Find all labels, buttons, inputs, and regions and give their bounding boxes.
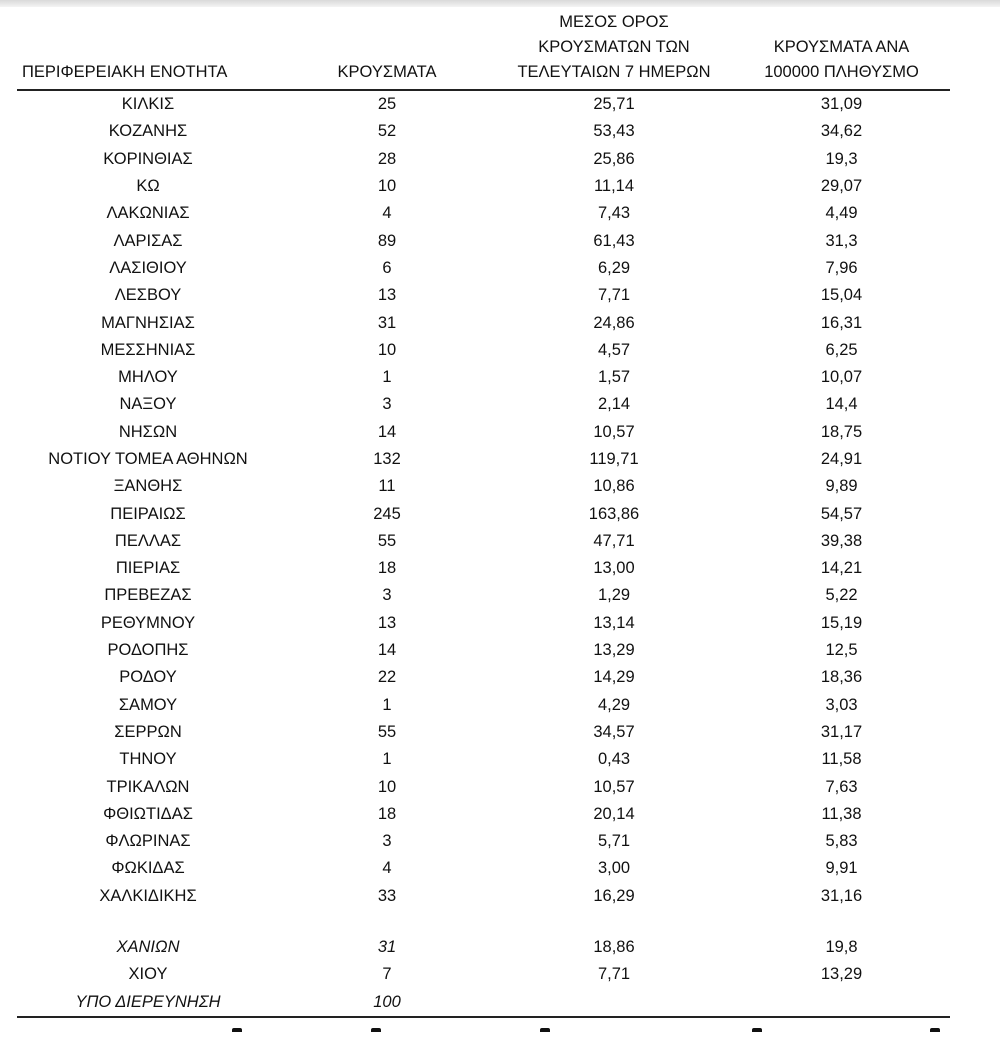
- cell-per100k: 39,38: [820, 531, 863, 550]
- table-row: [17, 828, 950, 855]
- cell-per100k: 54,57: [820, 504, 863, 523]
- table-header-row: [17, 10, 950, 90]
- header-per100k-line-1: ΚΡΟΥΣΜΑΤΑ ΑΝΑ: [773, 38, 910, 56]
- cell-avg7: 4,57: [597, 340, 631, 359]
- regional-cases-table: [17, 10, 950, 1018]
- cell-cases: 3: [382, 395, 392, 414]
- cell-avg7: 24,86: [593, 313, 635, 332]
- table-row: [17, 337, 950, 364]
- cell-cases: 55: [377, 722, 397, 741]
- cell-cases: 31: [377, 938, 397, 957]
- cell-region: ΧΑΛΚΙΔΙΚΗΣ: [99, 886, 197, 905]
- cell-per100k: 31,09: [820, 95, 863, 114]
- cell-region: ΛΑΣΙΘΙΟΥ: [109, 258, 187, 277]
- cell-cases: 10: [377, 777, 397, 796]
- cell-avg7: 47,71: [593, 531, 635, 550]
- cell-region: ΛΑΚΩΝΙΑΣ: [106, 204, 190, 223]
- cell-cases: 3: [382, 832, 392, 851]
- cell-cases: 25: [377, 95, 397, 114]
- cell-cases: 10: [377, 177, 397, 196]
- cell-per100k: 4,49: [825, 204, 858, 223]
- cell-region: ΚΟΖΑΝΗΣ: [108, 122, 188, 141]
- table-row: [17, 255, 950, 282]
- table-row: [17, 309, 950, 336]
- cell-cases: 1: [382, 750, 392, 769]
- cell-region: ΡΟΔΟΥ: [119, 668, 177, 687]
- cell-cases: 100: [279, 989, 495, 1017]
- cell-per100k: 6,25: [825, 340, 858, 359]
- cell-region: ΝΑΞΟΥ: [119, 395, 177, 414]
- cell-avg7: 53,43: [593, 122, 635, 141]
- table-row: [17, 637, 950, 664]
- cell-cases: 33: [377, 886, 397, 905]
- table-row: [17, 173, 950, 200]
- cell-avg7: 7,43: [597, 204, 631, 223]
- header-avg-line-2: ΚΡΟΥΣΜΑΤΩΝ ΤΩΝ: [538, 38, 690, 56]
- cell-cases: 7: [382, 965, 392, 984]
- cell-region: ΦΘΙΩΤΙΔΑΣ: [103, 804, 193, 823]
- cell-avg7: 13,00: [593, 559, 635, 578]
- cell-avg7: 13,14: [593, 613, 635, 632]
- cell-per100k: 13,29: [820, 965, 863, 984]
- cell-per100k: 34,62: [820, 122, 863, 141]
- cell-per100k: 12,5: [825, 641, 858, 660]
- table-row: [17, 500, 950, 527]
- cell-avg7: 0,43: [597, 750, 631, 769]
- cell-cases: 14: [377, 422, 397, 441]
- table-row: [17, 610, 950, 637]
- cell-cases: 52: [377, 122, 397, 141]
- cell-avg7: 18,86: [593, 938, 635, 957]
- header-cases-per-100k: [733, 10, 950, 90]
- cell-region: ΦΛΩΡΙΝΑΣ: [105, 832, 191, 851]
- table-row: [17, 934, 950, 961]
- cell-region: ΞΑΝΘΗΣ: [113, 477, 183, 496]
- cell-region: ΝΗΣΩΝ: [118, 422, 178, 441]
- cell-region: ΠΡΕΒΕΖΑΣ: [104, 586, 192, 605]
- cell-avg7: 16,29: [593, 886, 635, 905]
- table-row: [17, 446, 950, 473]
- cell-per100k: 11,58: [821, 750, 862, 769]
- spacer-row: [17, 910, 950, 934]
- table-row: [17, 227, 950, 254]
- cell-avg7: 6,29: [597, 258, 631, 277]
- cell-region: ΜΕΣΣΗΝΙΑΣ: [100, 340, 196, 359]
- table-row: [17, 883, 950, 910]
- table-row: [17, 773, 950, 800]
- cell-avg7: 1,57: [597, 368, 631, 387]
- table-row: [17, 473, 950, 500]
- cell-region: ΡΟΔΟΠΗΣ: [107, 641, 189, 660]
- cell-per100k: 9,91: [825, 859, 858, 878]
- table-row: [17, 282, 950, 309]
- cell-avg7: 34,57: [593, 722, 635, 741]
- cell-per100k: 16,31: [820, 313, 863, 332]
- cell-region: ΠΙΕΡΙΑΣ: [115, 559, 181, 578]
- cell-avg7: 10,57: [593, 777, 635, 796]
- cell-region: ΧΙΟΥ: [128, 965, 168, 984]
- cell-region: ΚΩ: [136, 177, 160, 196]
- table-row: [17, 692, 950, 719]
- table-row: [17, 419, 950, 446]
- cell-avg7: 13,29: [593, 641, 635, 660]
- cell-region: ΥΠΟ ΔΙΕΡΕΥΝΗΣΗ: [17, 989, 279, 1017]
- cell-avg7: 5,71: [597, 832, 631, 851]
- cell-per100k: 9,89: [825, 477, 858, 496]
- cell-per100k: 11,38: [821, 804, 862, 823]
- cell-cases: 6: [382, 258, 392, 277]
- cell-region: ΡΕΘΥΜΝΟΥ: [100, 613, 196, 632]
- cell-region: ΝΟΤΙΟΥ ΤΟΜΕΑ ΑΘΗΝΩΝ: [48, 450, 248, 468]
- cell-avg7: 20,14: [593, 804, 635, 823]
- cell-per100k: 24,91: [820, 450, 863, 468]
- cell-per100k: 31,3: [825, 231, 858, 250]
- cell-per100k: 19,8: [825, 938, 858, 957]
- cell-per100k: 3,03: [825, 695, 858, 714]
- table-row: [17, 855, 950, 882]
- cell-avg7: 2,14: [597, 395, 631, 414]
- cell-region: ΛΑΡΙΣΑΣ: [113, 231, 183, 250]
- cell-cases: 13: [377, 286, 397, 305]
- cell-cases: 3: [382, 586, 392, 605]
- cell-region: ΣΑΜΟΥ: [118, 695, 178, 714]
- cell-avg7: 25,86: [593, 149, 635, 168]
- cell-avg7: 11,14: [593, 177, 635, 196]
- table-row: [17, 555, 950, 582]
- cell-avg7: 3,00: [597, 859, 631, 878]
- cell-avg7: 7,71: [597, 965, 631, 984]
- cell-cases: 31: [377, 313, 397, 332]
- header-avg-line-1: ΜΕΣΟΣ ΟΡΟΣ: [559, 13, 669, 31]
- cell-region: ΜΑΓΝΗΣΙΑΣ: [101, 313, 195, 332]
- cell-cases: 1: [382, 368, 392, 387]
- cell-per100k: 18,36: [820, 668, 863, 687]
- cell-per100k: 18,75: [820, 422, 863, 441]
- cell-cases: 28: [377, 149, 397, 168]
- table-row: [17, 90, 950, 118]
- cell-avg7: 14,29: [593, 668, 635, 687]
- header-average-7-days: [495, 10, 733, 90]
- table-row: [17, 582, 950, 609]
- header-per100k-line-2: 100000 ΠΛΗΘΥΣΜΟ: [764, 63, 919, 81]
- cell-per100k: 15,19: [820, 613, 863, 632]
- cell-per100k: 31,16: [820, 886, 863, 905]
- cell-per100k: 19,3: [825, 149, 858, 168]
- cell-cases: 18: [377, 804, 397, 823]
- cell-region: ΣΕΡΡΩΝ: [114, 722, 182, 741]
- cell-region: ΚΟΡΙΝΘΙΑΣ: [103, 149, 193, 168]
- table-row: [17, 664, 950, 691]
- cell-avg7: 4,29: [597, 695, 631, 714]
- cell-region: ΤΡΙΚΑΛΩΝ: [106, 777, 190, 796]
- cell-per100k: 7,96: [825, 258, 858, 277]
- cell-avg7: 61,43: [593, 231, 635, 250]
- cell-cases: 132: [373, 450, 401, 468]
- cell-per100k: 15,04: [820, 286, 863, 305]
- cell-avg7: 163,86: [588, 504, 640, 523]
- cell-avg7: 10,57: [593, 422, 635, 441]
- cell-cases: 55: [377, 531, 397, 550]
- table-row: [17, 118, 950, 145]
- header-region: ΠΕΡΙΦΕΡΕΙΑΚΗ ΕΝΟΤΗΤΑ: [17, 10, 279, 90]
- cell-per100k: 14,4: [825, 395, 858, 414]
- cell-cases: 10: [377, 340, 397, 359]
- cell-region: ΠΕΛΛΑΣ: [114, 531, 182, 550]
- under-investigation-row: [17, 989, 950, 1017]
- cell-avg7: 1,29: [597, 586, 631, 605]
- cell-region: ΜΗΛΟΥ: [118, 368, 178, 387]
- cell-region: ΠΕΙΡΑΙΩΣ: [110, 504, 186, 523]
- cell-per100k: 10,07: [820, 368, 863, 387]
- cell-cases: 89: [377, 231, 397, 250]
- cell-region: ΚΙΛΚΙΣ: [121, 95, 175, 114]
- table-row: [17, 801, 950, 828]
- cell-cases: 13: [377, 613, 397, 632]
- cell-per100k: 29,07: [820, 177, 863, 196]
- cell-avg7: 25,71: [593, 95, 635, 114]
- cell-avg7: 119,71: [589, 450, 639, 468]
- table-row: [17, 746, 950, 773]
- header-avg-line-3: ΤΕΛΕΥΤΑΙΩΝ 7 ΗΜΕΡΩΝ: [517, 63, 711, 81]
- table-row: [17, 719, 950, 746]
- cell-per100k: 14,21: [820, 559, 863, 578]
- table-row: [17, 528, 950, 555]
- cell-region: ΧΑΝΙΩΝ: [116, 938, 180, 957]
- cell-per100k: 31,17: [820, 722, 863, 741]
- cell-cases: 22: [377, 668, 397, 687]
- cell-cases: 18: [377, 559, 397, 578]
- cell-cases: 4: [382, 204, 392, 223]
- next-line-cutoff: [0, 1028, 1000, 1038]
- cell-cases: 1: [382, 695, 392, 714]
- cell-region: ΛΕΣΒΟΥ: [114, 286, 182, 305]
- cell-cases: 245: [373, 504, 401, 523]
- cell-region: ΤΗΝΟΥ: [119, 750, 177, 769]
- header-cases: ΚΡΟΥΣΜΑΤΑ: [279, 10, 495, 90]
- table-body: [17, 90, 950, 1017]
- cell-cases: 4: [382, 859, 392, 878]
- cell-avg7: 10,86: [593, 477, 635, 496]
- cell-cases: 11: [378, 477, 396, 496]
- table-row: [17, 961, 950, 988]
- cell-per100k: 7,63: [825, 777, 858, 796]
- cell-per100k: 5,22: [825, 586, 858, 605]
- cell-avg7: 7,71: [597, 286, 631, 305]
- cell-region: ΦΩΚΙΔΑΣ: [111, 859, 185, 878]
- cell-cases: 14: [377, 641, 397, 660]
- table-row: [17, 391, 950, 418]
- table-row: [17, 364, 950, 391]
- cell-per100k: 5,83: [825, 832, 858, 851]
- table-row: [17, 200, 950, 227]
- table-row: [17, 146, 950, 173]
